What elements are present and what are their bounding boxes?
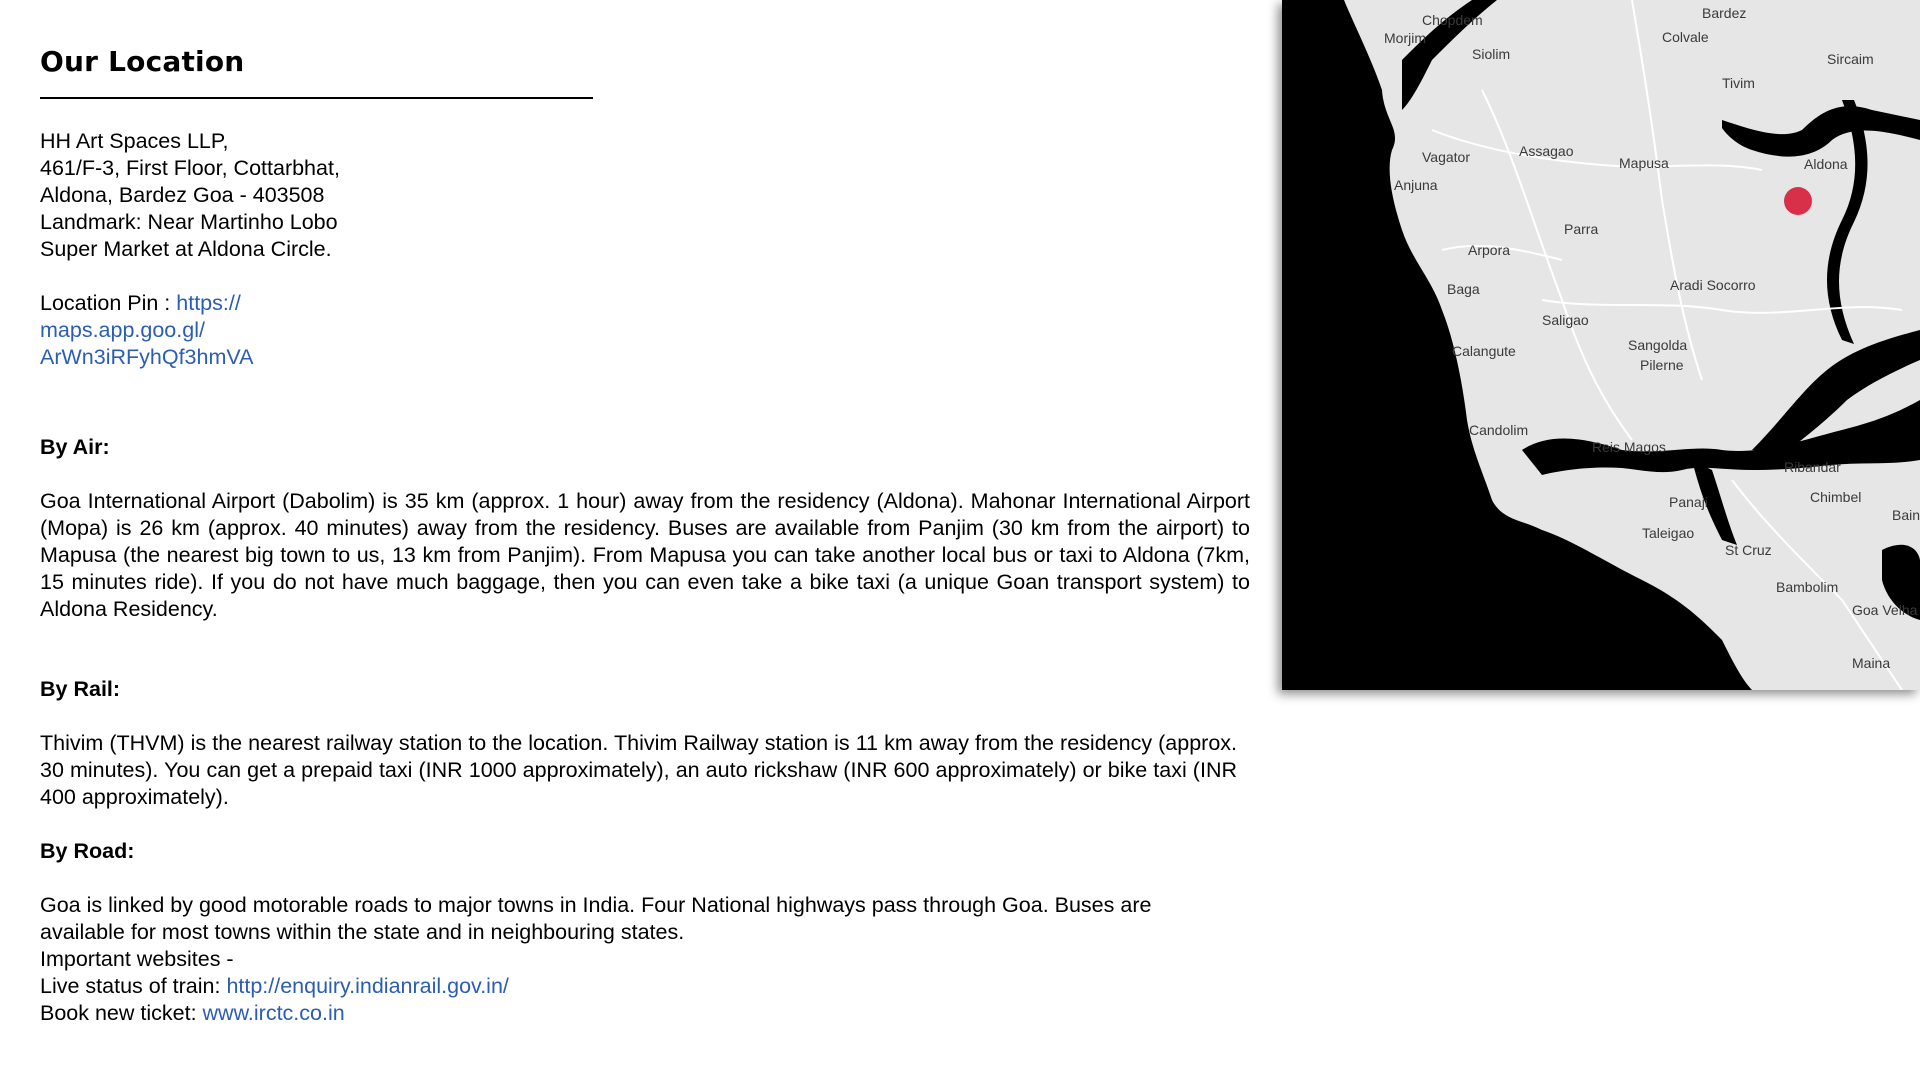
- location-pin-link-cont[interactable]: maps.app.goo.gl/: [40, 318, 205, 342]
- map-label: Parra: [1564, 221, 1599, 237]
- map-label: Chimbel: [1810, 489, 1862, 505]
- map-label: Anjuna: [1394, 177, 1438, 193]
- map-canvas: [1282, 0, 1920, 690]
- map-label: Mapusa: [1619, 155, 1669, 171]
- title-divider: [40, 97, 593, 99]
- map-label: Candolim: [1469, 422, 1529, 438]
- map-label: Chopdem: [1422, 12, 1483, 28]
- location-map[interactable]: [1282, 0, 1920, 690]
- map-label: Morjim: [1384, 30, 1426, 46]
- map-label: Saligao: [1542, 312, 1589, 328]
- map-label: Arpora: [1468, 242, 1511, 258]
- map-label: Colvale: [1662, 29, 1709, 45]
- location-pin-label: Location Pin :: [40, 291, 177, 315]
- map-label: Baga: [1447, 281, 1480, 297]
- location-marker[interactable]: [1784, 187, 1812, 215]
- address-line: Super Market at Aldona Circle.: [40, 237, 332, 261]
- by-rail-text: Thivim (THVM) is the nearest railway station to the location. Thivim Railway station is 11 km away from the residency (approx. 30 minutes). You can get a prepaid taxi (INR 1000 approximately), an auto rickshaw (INR 600 approximately) or bike taxi (INR 400 approximately).: [40, 731, 1237, 809]
- map-label: Bardez: [1702, 5, 1747, 21]
- address-line: 461/F-3, First Floor, Cottarbhat,: [40, 156, 340, 180]
- by-road-block: [40, 892, 1151, 1027]
- map-label: Taleigao: [1642, 525, 1695, 541]
- map-label: Panaji: [1669, 494, 1708, 510]
- map-label: Assagao: [1519, 143, 1574, 159]
- address-block: [40, 128, 340, 263]
- by-air-text: Goa International Airport (Dabolim) is 35 km (approx. 1 hour) away from the residency (Aldona). Mahonar International Airport (Mopa) is 26 km (approx. 40 minutes) away from the residency. Buses are available from Panjim (30 km from the airport) to Mapusa (the nearest big town to us, 13 km from Panjim). From Mapusa you can take another local bus or taxi to Aldona (7km, 15 minutes ride). If you do not have much baggage, then you can even take a bike taxi (a unique Goan transport system) to Aldona Residency.: [40, 489, 1250, 621]
- map-label: St Cruz: [1725, 542, 1772, 558]
- map-label: Reis Magos: [1592, 439, 1666, 455]
- ticket-link[interactable]: www.irctc.co.in: [202, 1001, 345, 1025]
- map-label: Goa Velha: [1852, 602, 1918, 618]
- train-label: Live status of train:: [40, 974, 227, 998]
- map-label: Sircaim: [1827, 51, 1874, 67]
- map-label: Ribandar: [1784, 459, 1841, 475]
- location-pin: [40, 290, 253, 371]
- address-line: Aldona, Bardez Goa - 403508: [40, 183, 325, 207]
- map-label: Calangute: [1452, 343, 1516, 359]
- map-label: Siolim: [1472, 46, 1511, 62]
- address-line: Landmark: Near Martinho Lobo: [40, 210, 338, 234]
- map-label: Pilerne: [1640, 357, 1684, 373]
- location-pin-link[interactable]: https://: [176, 291, 241, 315]
- map-label: Bambolim: [1776, 579, 1839, 595]
- ticket-label: Book new ticket:: [40, 1001, 203, 1025]
- page-title: Our Location: [40, 45, 245, 78]
- address-line: HH Art Spaces LLP,: [40, 129, 229, 153]
- by-road-text: Goa is linked by good motorable roads to major towns in India. Four National highways pass through Goa. Buses are: [40, 893, 1152, 917]
- map-label: Tivim: [1722, 75, 1755, 91]
- by-rail-heading: By Rail:: [40, 677, 121, 701]
- map-label: Aradi Socorro: [1670, 277, 1756, 293]
- map-label: Bain: [1892, 507, 1920, 523]
- map-label: Vagator: [1422, 149, 1470, 165]
- train-status-link[interactable]: http://enquiry.indianrail.gov.in/: [226, 974, 509, 998]
- by-air-heading: By Air:: [40, 435, 110, 459]
- map-label: Maina: [1852, 655, 1891, 671]
- by-road-text: available for most towns within the state and in neighbouring states.: [40, 920, 685, 944]
- by-road-heading: By Road:: [40, 839, 135, 863]
- map-label: Sangolda: [1628, 337, 1688, 353]
- websites-label: Important websites -: [40, 947, 234, 971]
- map-label: Aldona: [1804, 156, 1848, 172]
- location-pin-link-cont[interactable]: ArWn3iRFyhQf3hmVA: [40, 345, 254, 369]
